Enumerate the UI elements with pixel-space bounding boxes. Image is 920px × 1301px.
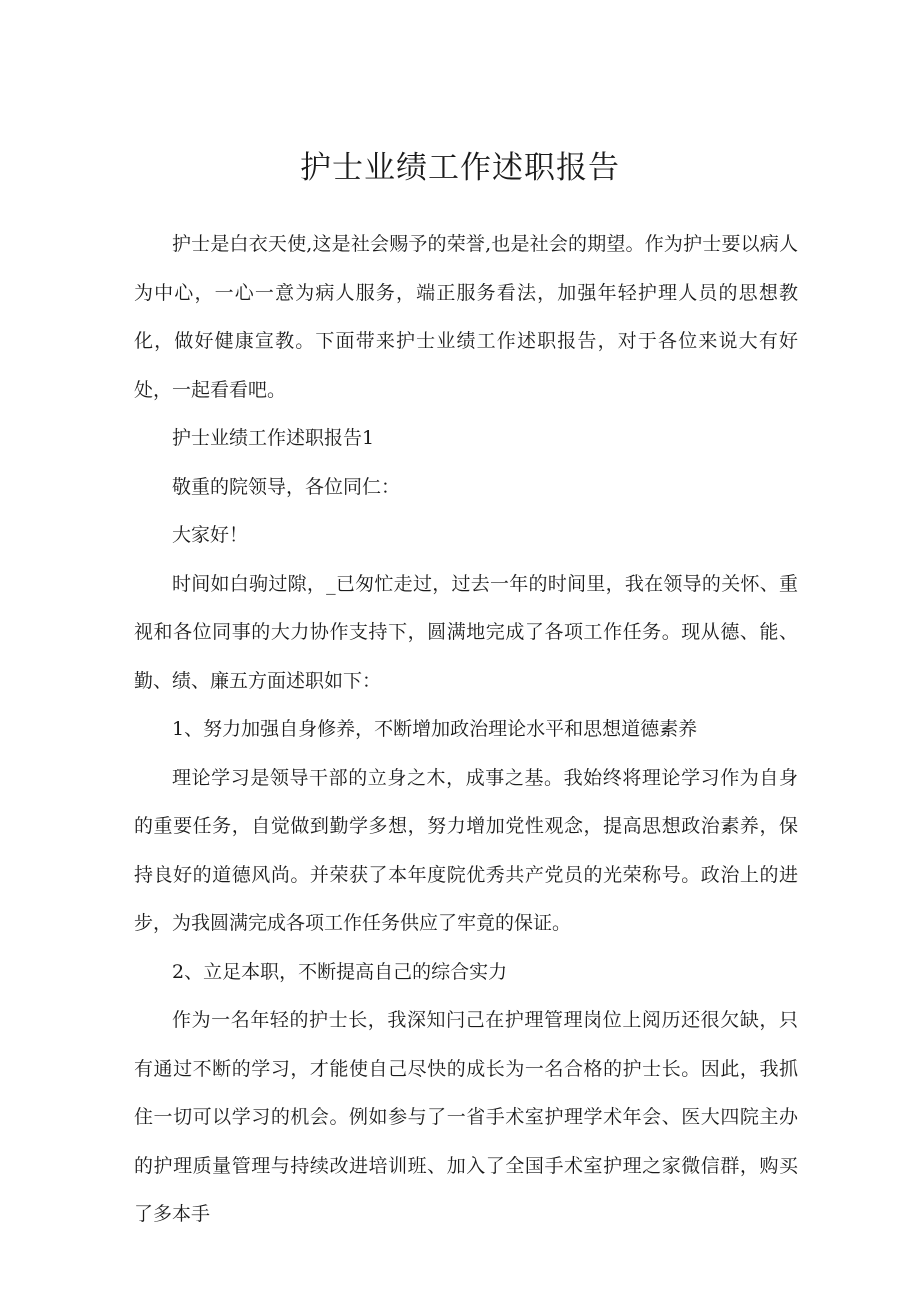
intro-paragraph: 护士是白衣天使,这是社会赐予的荣誉,也是社会的期望。作为护士要以病人为中心，一心一意为病人服务，端正服务看法，加强年轻护理人员的思想教化，做好健康宣教。下面带来护士业绩工作述职报告，对于各位来说大有好处，一起看看吧。 (134, 233, 798, 401)
salutation: 敬重的院领导，各位同仁： (172, 475, 401, 498)
opening-paragraph: 时间如白驹过隙，_已匆忙走过，过去一年的时间里，我在领导的关怀、重视和各位同事的大力协作支持下，圆满地完成了各项工作任务。现从德、能、勤、绩、廉五方面述职如下： (134, 572, 798, 692)
document-title: 护士业绩工作述职报告 (300, 150, 620, 186)
section-2-paragraph: 作为一名年轻的护士长，我深知闩己在护理管理岗位上阅历还很欠缺，只有通过不断的学习，才能使自己尽快的成长为一名合格的护士长。因此，我抓住一切可以学习的机会。例如参与了一省手术室护理学术年会、医大四院主办的护理质量管理与持续改进培训班、加入了全国手术室护理之家微信群，购买了多本手 (134, 1009, 798, 1225)
section-heading-2: 2、立足本职，不断提高自己的综合实力 (172, 960, 508, 983)
section-heading-1: 1、努力加强自身修养，不断增加政治理论水平和思想道德素养 (172, 718, 698, 740)
section-1-paragraph: 理论学习是领导干部的立身之木，成事之基。我始终将理论学习作为自身的重要任务，自觉做到勤学多想，努力增加党性观念，提高思想政治素养，保持良好的道德风尚。并荣获了本年度院优秀共产党员的光荣称号。政治上的进步，为我圆满完成各项工作任务供应了牢竟的保证。 (134, 766, 798, 934)
document-body (134, 220, 798, 1239)
report-subtitle: 护士业绩工作述职报告1 (172, 427, 375, 449)
greeting: 大家好！ (172, 524, 249, 546)
